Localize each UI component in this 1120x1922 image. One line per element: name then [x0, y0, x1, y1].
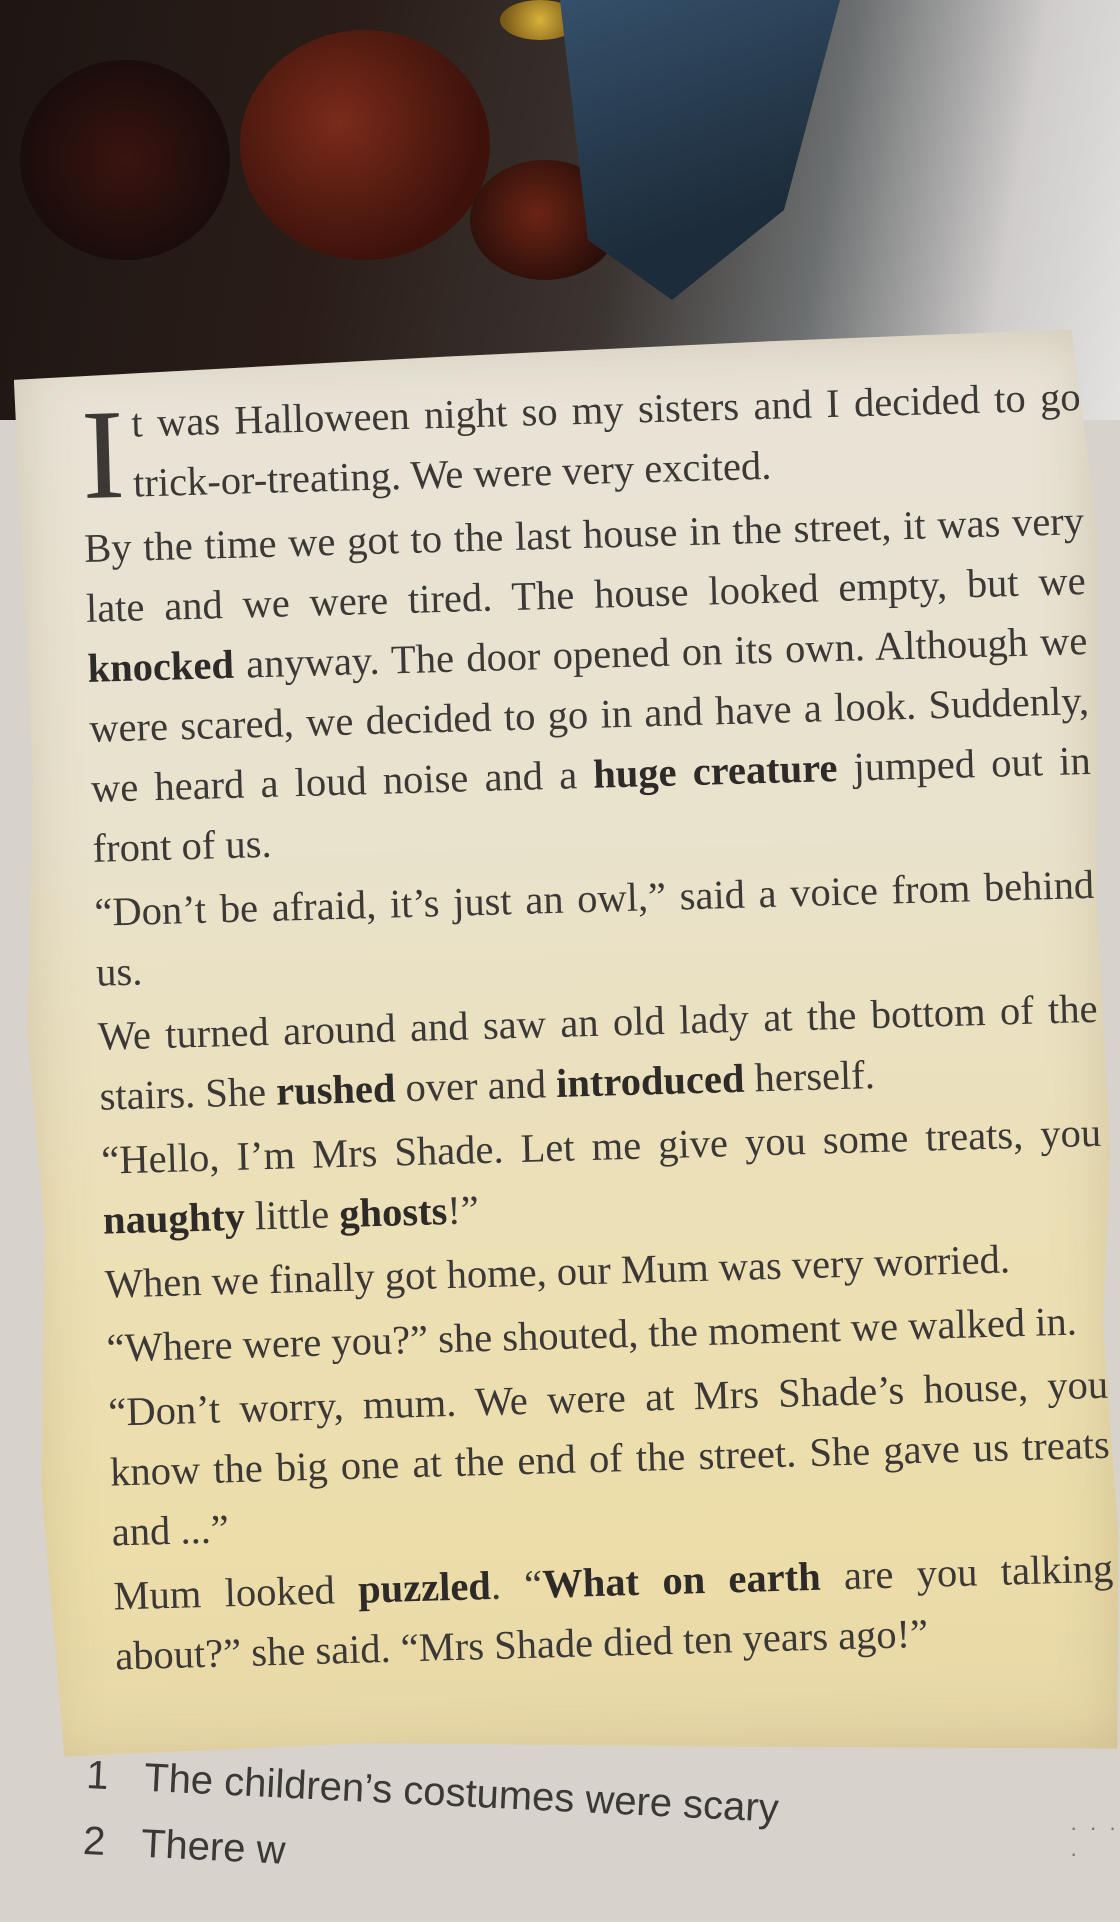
story-paragraph-6: When we finally got home, our Mum was very worried. — [104, 1236, 1011, 1307]
dots-marker: · · · · — [1070, 1815, 1120, 1866]
question-text: The children’s costumes were scary — [143, 1755, 780, 1831]
question-list — [82, 1742, 1067, 1922]
story-paragraph-2: By the time we got to the last house in the street, it was very late and we were tired. The house looked empty, but we knocked anyway. The door opened on its own. Although we were scared, we decided to go in and have a look. Suddenly, we heard a loud noise and a huge creature jumped out in front of us. — [83, 498, 1092, 871]
dark-pumpkin-shape — [20, 60, 230, 260]
story-text — [80, 367, 1116, 1686]
story-paragraph-9: Mum looked puzzled. “What on earth are you talking about?” she said. “Mrs Shade died ten years ago!” — [112, 1545, 1114, 1679]
question-number: 1 — [85, 1752, 110, 1799]
question-text: There w — [140, 1821, 287, 1873]
story-paragraph-8: “Don’t worry, mum. We were at Mrs Shade’s house, you know the big one at the end of the street. She gave us treats and ...” — [107, 1361, 1111, 1555]
story-paragraph-7: “Where were you?” she shouted, the moment we walked in. — [105, 1298, 1078, 1371]
red-pumpkin-shape — [240, 30, 490, 260]
drop-cap: I — [79, 382, 127, 526]
question-number: 2 — [82, 1818, 107, 1864]
story-paragraph-1: It was Halloween night so my sisters and I decided to go trick-or-treating. We were very excited. — [79, 374, 1082, 526]
story-paragraph-3: “Don’t be afraid, it’s just an owl,” said a voice from behind us. — [93, 861, 1095, 995]
story-paragraph-5: “Hello, I’m Mrs Shade. Let me give you some treats, you naughty little ghosts!” — [100, 1109, 1102, 1243]
story-paragraph-4: We turned around and saw an old lady at the bottom of the stairs. She rushed over and introduced herself. — [97, 985, 1099, 1119]
